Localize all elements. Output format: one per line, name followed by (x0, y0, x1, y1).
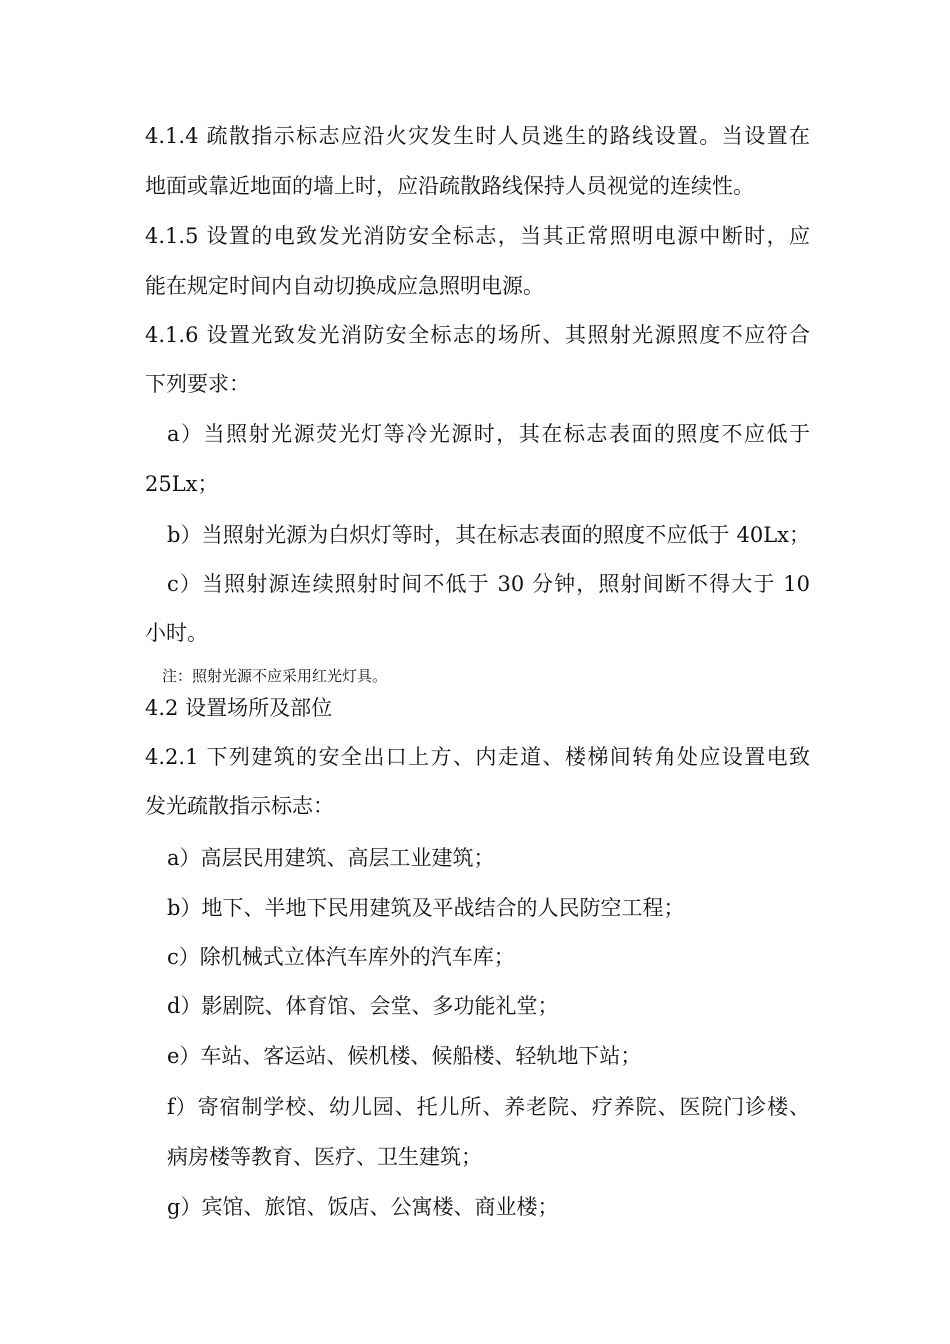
list-item-c: c）除机械式立体汽车库外的汽车库； (167, 945, 515, 969)
clause-4-1-5-line-1: 4.1.5 设置的电致发光消防安全标志，当其正常照明电源中断时，应 (145, 224, 810, 248)
clause-4-1-4-line-2: 地面或靠近地面的墙上时，应沿疏散路线保持人员视觉的连续性。 (145, 174, 754, 198)
list-item-a-line-2: 25Lx； (145, 472, 219, 496)
list-item-b: b）当照射光源为白炽灯等时，其在标志表面的照度不应低于 40Lx； (167, 523, 810, 547)
clause-4-2-1-line-1: 4.2.1 下列建筑的安全出口上方、内走道、楼梯间转角处应设置电致 (145, 745, 810, 769)
list-item-f-line-1: f）寄宿制学校、幼儿园、托儿所、养老院、疗养院、医院门诊楼、 (167, 1095, 810, 1119)
note-text: 注：照射光源不应采用红光灯具。 (162, 667, 388, 685)
list-item-g: g）宾馆、旅馆、饭店、公寓楼、商业楼； (167, 1195, 559, 1219)
clause-4-1-5-line-2: 能在规定时间内自动切换成应急照明电源。 (145, 274, 544, 298)
list-item-e: e）车站、客运站、候机楼、候船楼、轻轨地下站； (167, 1044, 642, 1068)
clause-4-2-1-line-2: 发光疏散指示标志： (145, 794, 334, 818)
list-item-a: a）高层民用建筑、高层工业建筑； (167, 846, 495, 870)
clause-4-1-6-line-1: 4.1.6 设置光致发光消防安全标志的场所、其照射光源照度不应符合 (145, 323, 810, 347)
clause-4-1-4-line-1: 4.1.4 疏散指示标志应沿火灾发生时人员逃生的路线设置。当设置在 (145, 124, 810, 148)
list-item-d: d）影剧院、体育馆、会堂、多功能礼堂； (167, 994, 559, 1018)
list-item-c-line-1: c）当照射源连续照射时间不低于 30 分钟，照射间断不得大于 10 (167, 572, 810, 596)
list-item-c-line-2: 小时。 (145, 621, 208, 645)
section-4-2-heading: 4.2 设置场所及部位 (145, 696, 333, 720)
list-item-a-line-1: a）当照射光源荧光灯等冷光源时，其在标志表面的照度不应低于 (167, 422, 810, 446)
list-item-f-line-2: 病房楼等教育、医疗、卫生建筑； (167, 1145, 482, 1169)
list-item-b: b）地下、半地下民用建筑及平战结合的人民防空工程； (167, 896, 685, 920)
clause-4-1-6-line-2: 下列要求： (145, 372, 250, 396)
